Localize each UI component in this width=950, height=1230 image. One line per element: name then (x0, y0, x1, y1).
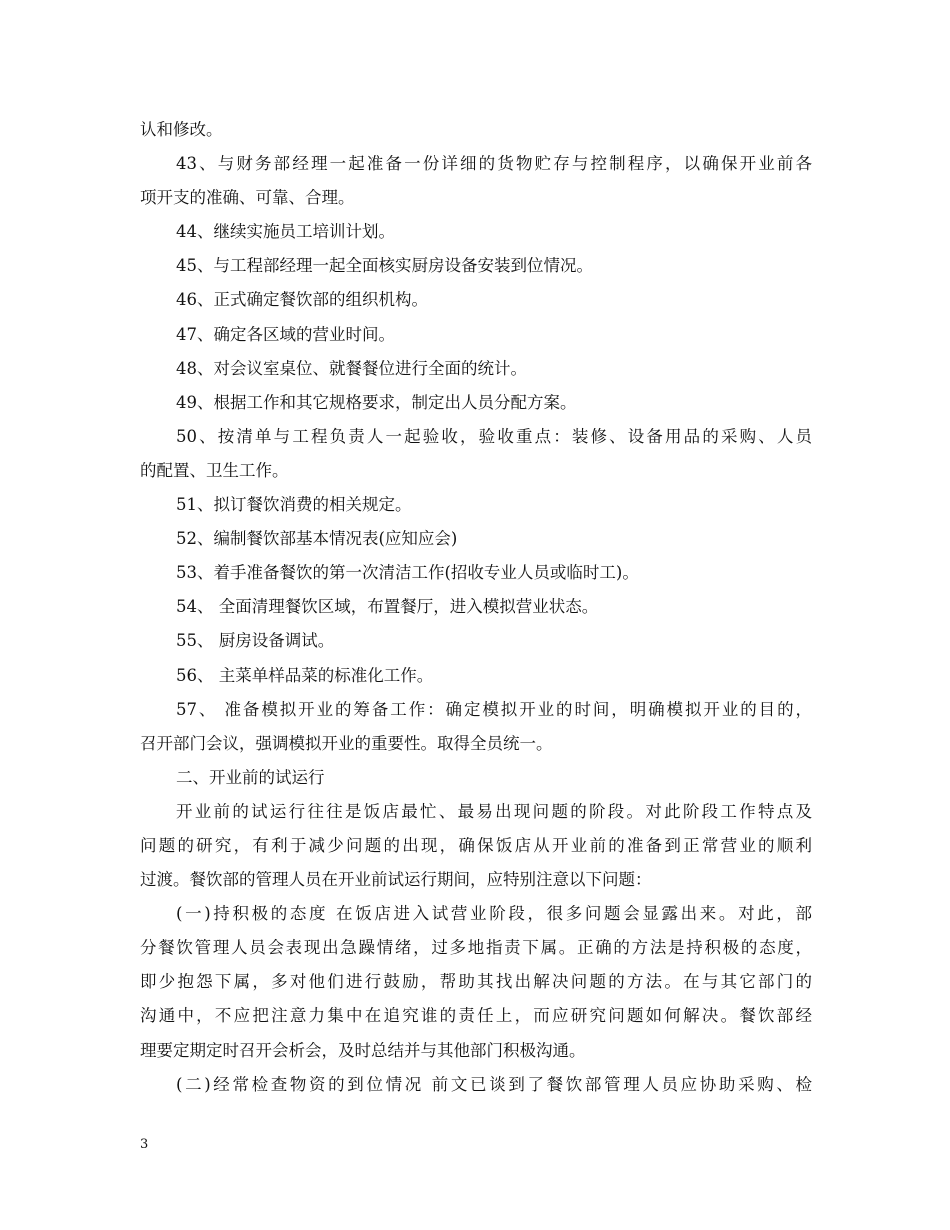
list-item-57: 57、 准备模拟开业的筹备工作：确定模拟开业的时间，明确模拟开业的目的， (176, 699, 812, 719)
paragraph-line: 沟通中，不应把注意力集中在追究谁的责任上，而应研究问题如何解决。餐饮部经 (140, 1006, 812, 1026)
paragraph-line: (一)持积极的态度 在饭店进入试营业阶段，很多问题会显露出来。对此，部 (176, 904, 812, 924)
list-item-43: 43、与财务部经理一起准备一份详细的货物贮存与控制程序，以确保开业前各 (176, 154, 812, 174)
list-item-50: 50、按清单与工程负责人一起验收，验收重点：装修、设备用品的采购、人员 (176, 426, 812, 446)
text-line: 认和修改。 (140, 120, 223, 139)
section-heading: 二、开业前的试运行 (176, 767, 325, 787)
list-item-55: 55、 厨房设备调试。 (176, 631, 335, 651)
paragraph-line: 分餐饮管理人员会表现出急躁情绪，过多地指责下属。正确的方法是持积极的态度， (140, 938, 812, 958)
paragraph-line: 问题的研究，有利于减少问题的出现，确保饭店从开业前的准备到正常营业的顺利 (140, 835, 812, 855)
paragraph-line: 理要定期定时召开会析会，及时总结并与其他部门积极沟通。 (140, 1040, 586, 1060)
list-item-53: 53、着手准备餐饮的第一次清洁工作(招收专业人员或临时工)。 (176, 563, 639, 583)
list-item-47: 47、确定各区域的营业时间。 (176, 324, 395, 344)
paragraph-line: 即少抱怨下属，多对他们进行鼓励，帮助其找出解决问题的方法。在与其它部门的 (140, 972, 812, 992)
list-item-51: 51、拟订餐饮消费的相关规定。 (176, 495, 412, 515)
list-item-54: 54、 全面清理餐饮区域，布置餐厅，进入模拟营业状态。 (176, 597, 599, 617)
list-item-49: 49、根据工作和其它规格要求，制定出人员分配方案。 (176, 392, 577, 412)
list-item-46: 46、正式确定餐饮部的组织机构。 (176, 290, 428, 310)
text-line: 的配置、卫生工作。 (140, 460, 289, 480)
paragraph-line: 开业前的试运行往往是饭店最忙、最易出现问题的阶段。对此阶段工作特点及 (176, 801, 812, 821)
list-item-52: 52、编制餐饮部基本情况表(应知应会) (176, 529, 458, 549)
list-item-48: 48、对会议室桌位、就餐餐位进行全面的统计。 (176, 358, 527, 378)
paragraph-line: 过渡。餐饮部的管理人员在开业前试运行期间，应特别注意以下问题： (140, 870, 652, 890)
text-line: 召开部门会议，强调模拟开业的重要性。取得全员统一。 (140, 733, 553, 753)
document-body (140, 113, 812, 1102)
page-number: 3 (140, 1137, 149, 1152)
text-line: 项开支的准确、可靠、合理。 (140, 188, 355, 208)
list-item-44: 44、继续实施员工培训计划。 (176, 222, 395, 242)
paragraph-line: (二)经常检查物资的到位情况 前文已谈到了餐饮部管理人员应协助采购、检 (176, 1074, 812, 1094)
list-item-45: 45、与工程部经理一起全面核实厨房设备安装到位情况。 (176, 256, 593, 276)
list-item-56: 56、 主菜单样品菜的标准化工作。 (176, 665, 434, 685)
